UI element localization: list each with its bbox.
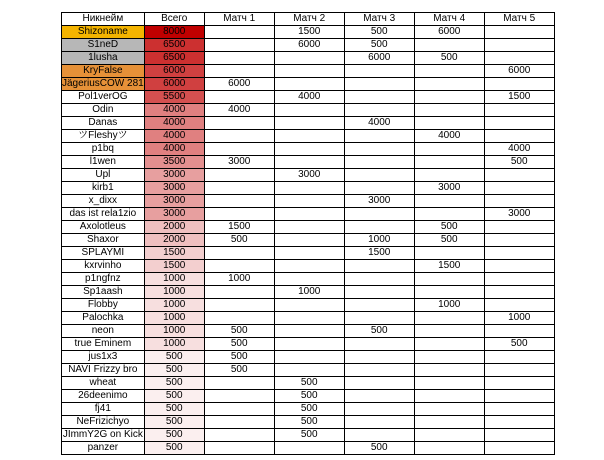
nickname-cell[interactable]: jus1x3: [62, 351, 145, 364]
nickname-cell[interactable]: KryFalse: [62, 65, 145, 78]
match-5-cell[interactable]: [484, 130, 554, 143]
match-4-cell[interactable]: [414, 104, 484, 117]
match-3-cell[interactable]: 1500: [344, 247, 414, 260]
match-5-cell[interactable]: [484, 299, 554, 312]
match-5-cell[interactable]: [484, 169, 554, 182]
nickname-cell[interactable]: 1lusha: [62, 52, 145, 65]
table-row: [62, 91, 555, 104]
nickname-cell[interactable]: Palochka: [62, 312, 145, 325]
match-2-cell[interactable]: 6000: [274, 39, 344, 52]
match-4-cell[interactable]: 6000: [414, 26, 484, 39]
match-2-cell[interactable]: [274, 117, 344, 130]
match-2-cell[interactable]: [274, 247, 344, 260]
match-2-cell[interactable]: 500: [274, 377, 344, 390]
match-4-cell[interactable]: [414, 169, 484, 182]
match-1-cell[interactable]: [204, 169, 274, 182]
nickname-cell[interactable]: Shizoname: [62, 26, 145, 39]
total-cell[interactable]: 4000: [144, 130, 204, 143]
table-row: [62, 299, 555, 312]
match-1-cell[interactable]: 500: [204, 338, 274, 351]
total-cell[interactable]: 500: [144, 364, 204, 377]
match-1-cell[interactable]: [204, 260, 274, 273]
nickname-cell[interactable]: NAVI Frizzy bro: [62, 364, 145, 377]
total-cell[interactable]: 3000: [144, 169, 204, 182]
total-cell[interactable]: 1500: [144, 260, 204, 273]
match-4-cell[interactable]: 3000: [414, 182, 484, 195]
match-3-cell[interactable]: [344, 130, 414, 143]
match-3-cell[interactable]: [344, 390, 414, 403]
match-4-cell[interactable]: [414, 286, 484, 299]
header-total[interactable]: Всего: [144, 13, 204, 26]
total-cell[interactable]: 3000: [144, 208, 204, 221]
match-1-cell[interactable]: 6000: [204, 78, 274, 91]
match-2-cell[interactable]: [274, 221, 344, 234]
match-3-cell[interactable]: [344, 208, 414, 221]
match-5-cell[interactable]: 4000: [484, 143, 554, 156]
match-2-cell[interactable]: [274, 299, 344, 312]
table-row: [62, 312, 555, 325]
table-row: [62, 117, 555, 130]
match-2-cell[interactable]: [274, 351, 344, 364]
match-5-cell[interactable]: 1000: [484, 312, 554, 325]
match-1-cell[interactable]: [204, 286, 274, 299]
match-5-cell[interactable]: [484, 260, 554, 273]
nickname-cell[interactable]: SPLAYMI: [62, 247, 145, 260]
table-row: [62, 390, 555, 403]
match-1-cell[interactable]: [204, 390, 274, 403]
table-row: [62, 351, 555, 364]
match-1-cell[interactable]: [204, 312, 274, 325]
match-3-cell[interactable]: 1000: [344, 234, 414, 247]
table-row: [62, 143, 555, 156]
match-2-cell[interactable]: 1000: [274, 286, 344, 299]
total-cell[interactable]: 4000: [144, 104, 204, 117]
total-cell[interactable]: 2000: [144, 221, 204, 234]
match-5-cell[interactable]: [484, 117, 554, 130]
match-3-cell[interactable]: [344, 286, 414, 299]
table-row: [62, 169, 555, 182]
match-2-cell[interactable]: 1500: [274, 26, 344, 39]
leaderboard-table: [61, 12, 555, 455]
table-row: [62, 156, 555, 169]
table-row: [62, 182, 555, 195]
match-5-cell[interactable]: [484, 78, 554, 91]
nickname-cell[interactable]: Odin: [62, 104, 145, 117]
match-2-cell[interactable]: [274, 78, 344, 91]
table-row: [62, 26, 555, 39]
match-1-cell[interactable]: [204, 416, 274, 429]
nickname-cell[interactable]: Upl: [62, 169, 145, 182]
match-3-cell[interactable]: [344, 338, 414, 351]
total-cell[interactable]: 4000: [144, 117, 204, 130]
match-5-cell[interactable]: [484, 377, 554, 390]
table-row: [62, 429, 555, 442]
match-2-cell[interactable]: 3000: [274, 169, 344, 182]
match-5-cell[interactable]: [484, 26, 554, 39]
match-2-cell[interactable]: [274, 52, 344, 65]
match-5-cell[interactable]: [484, 221, 554, 234]
match-1-cell[interactable]: [204, 429, 274, 442]
match-3-cell[interactable]: [344, 351, 414, 364]
nickname-cell[interactable]: true Eminem: [62, 338, 145, 351]
match-3-cell[interactable]: [344, 403, 414, 416]
total-cell[interactable]: 1000: [144, 312, 204, 325]
total-cell[interactable]: 500: [144, 390, 204, 403]
match-4-cell[interactable]: [414, 442, 484, 455]
nickname-cell[interactable]: Pol1verOG: [62, 91, 145, 104]
match-2-cell[interactable]: 500: [274, 390, 344, 403]
table-row: [62, 364, 555, 377]
match-1-cell[interactable]: [204, 130, 274, 143]
match-2-cell[interactable]: [274, 338, 344, 351]
table-row: [62, 65, 555, 78]
match-3-cell[interactable]: [344, 182, 414, 195]
match-5-cell[interactable]: [484, 104, 554, 117]
match-2-cell[interactable]: 500: [274, 429, 344, 442]
table-row: [62, 221, 555, 234]
match-5-cell[interactable]: [484, 351, 554, 364]
match-1-cell[interactable]: [204, 39, 274, 52]
table-row: [62, 195, 555, 208]
nickname-cell[interactable]: ツFleshyツ: [62, 130, 145, 143]
nickname-cell[interactable]: Sp1aash: [62, 286, 145, 299]
match-5-cell[interactable]: 500: [484, 338, 554, 351]
match-2-cell[interactable]: [274, 312, 344, 325]
total-cell[interactable]: 500: [144, 351, 204, 364]
match-1-cell[interactable]: [204, 442, 274, 455]
match-4-cell[interactable]: [414, 143, 484, 156]
table-row: [62, 338, 555, 351]
total-cell[interactable]: 8000: [144, 26, 204, 39]
match-5-cell[interactable]: [484, 195, 554, 208]
match-4-cell[interactable]: [414, 325, 484, 338]
match-1-cell[interactable]: [204, 26, 274, 39]
total-cell[interactable]: 1000: [144, 338, 204, 351]
total-cell[interactable]: 3500: [144, 156, 204, 169]
match-1-cell[interactable]: 500: [204, 234, 274, 247]
nickname-cell[interactable]: S1neD: [62, 39, 145, 52]
match-3-cell[interactable]: [344, 221, 414, 234]
match-4-cell[interactable]: [414, 247, 484, 260]
match-3-cell[interactable]: [344, 91, 414, 104]
total-cell[interactable]: 500: [144, 442, 204, 455]
match-5-cell[interactable]: [484, 52, 554, 65]
match-5-cell[interactable]: [484, 403, 554, 416]
match-4-cell[interactable]: [414, 91, 484, 104]
match-1-cell[interactable]: [204, 143, 274, 156]
match-5-cell[interactable]: [484, 390, 554, 403]
table-row: [62, 377, 555, 390]
match-5-cell[interactable]: [484, 247, 554, 260]
match-2-cell[interactable]: [274, 143, 344, 156]
nickname-cell[interactable]: x_dixx: [62, 195, 145, 208]
match-2-cell[interactable]: [274, 208, 344, 221]
match-3-cell[interactable]: [344, 169, 414, 182]
match-4-cell[interactable]: [414, 78, 484, 91]
match-1-cell[interactable]: 500: [204, 351, 274, 364]
match-3-cell[interactable]: [344, 143, 414, 156]
match-4-cell[interactable]: [414, 403, 484, 416]
header-match-5[interactable]: Матч 5: [484, 13, 554, 26]
match-3-cell[interactable]: [344, 273, 414, 286]
match-5-cell[interactable]: [484, 442, 554, 455]
match-3-cell[interactable]: 500: [344, 442, 414, 455]
total-cell[interactable]: 3000: [144, 182, 204, 195]
nickname-cell[interactable]: p1ngfnz: [62, 273, 145, 286]
nickname-cell[interactable]: Flobby: [62, 299, 145, 312]
total-cell[interactable]: 1000: [144, 273, 204, 286]
match-1-cell[interactable]: 3000: [204, 156, 274, 169]
total-cell[interactable]: 6500: [144, 52, 204, 65]
match-2-cell[interactable]: [274, 65, 344, 78]
match-4-cell[interactable]: 1500: [414, 260, 484, 273]
match-3-cell[interactable]: [344, 65, 414, 78]
match-4-cell[interactable]: [414, 273, 484, 286]
match-4-cell[interactable]: 4000: [414, 130, 484, 143]
match-4-cell[interactable]: 500: [414, 52, 484, 65]
table-row: [62, 208, 555, 221]
header-match-4[interactable]: Матч 4: [414, 13, 484, 26]
match-2-cell[interactable]: [274, 442, 344, 455]
total-cell[interactable]: 1000: [144, 325, 204, 338]
nickname-cell[interactable]: p1bq: [62, 143, 145, 156]
total-cell[interactable]: 500: [144, 377, 204, 390]
total-cell[interactable]: 6500: [144, 39, 204, 52]
match-5-cell[interactable]: [484, 416, 554, 429]
header-row: [62, 13, 555, 26]
match-2-cell[interactable]: [274, 364, 344, 377]
total-cell[interactable]: 500: [144, 416, 204, 429]
match-5-cell[interactable]: 6000: [484, 65, 554, 78]
header-match-2[interactable]: Матч 2: [274, 13, 344, 26]
nickname-cell[interactable]: JImmY2G on Kick: [62, 429, 143, 440]
table-row: [62, 325, 555, 338]
match-5-cell[interactable]: [484, 182, 554, 195]
match-4-cell[interactable]: [414, 429, 484, 442]
nickname-cell[interactable]: wheat: [62, 377, 145, 390]
match-4-cell[interactable]: [414, 390, 484, 403]
match-5-cell[interactable]: [484, 234, 554, 247]
match-1-cell[interactable]: [204, 91, 274, 104]
match-3-cell[interactable]: [344, 377, 414, 390]
match-2-cell[interactable]: [274, 195, 344, 208]
header-nickname[interactable]: Никнейм: [62, 13, 145, 26]
match-5-cell[interactable]: [484, 325, 554, 338]
table-row: [62, 260, 555, 273]
match-4-cell[interactable]: [414, 117, 484, 130]
match-3-cell[interactable]: 500: [344, 325, 414, 338]
table-row: [62, 78, 555, 91]
match-3-cell[interactable]: 500: [344, 26, 414, 39]
match-4-cell[interactable]: [414, 195, 484, 208]
match-1-cell[interactable]: [204, 299, 274, 312]
match-1-cell[interactable]: [204, 117, 274, 130]
match-1-cell[interactable]: [204, 182, 274, 195]
total-cell[interactable]: 5500: [144, 91, 204, 104]
total-cell[interactable]: 4000: [144, 143, 204, 156]
match-1-cell[interactable]: 500: [204, 325, 274, 338]
match-5-cell[interactable]: 1500: [484, 91, 554, 104]
match-2-cell[interactable]: 500: [274, 403, 344, 416]
table-row: [62, 247, 555, 260]
match-5-cell[interactable]: [484, 273, 554, 286]
match-4-cell[interactable]: [414, 416, 484, 429]
match-4-cell[interactable]: [414, 312, 484, 325]
match-2-cell[interactable]: [274, 130, 344, 143]
match-4-cell[interactable]: [414, 156, 484, 169]
match-4-cell[interactable]: 1000: [414, 299, 484, 312]
match-3-cell[interactable]: 3000: [344, 195, 414, 208]
match-1-cell[interactable]: 4000: [204, 104, 274, 117]
nickname-cell[interactable]: panzer: [62, 442, 145, 455]
match-1-cell[interactable]: [204, 247, 274, 260]
match-3-cell[interactable]: [344, 104, 414, 117]
total-cell[interactable]: 500: [144, 429, 204, 442]
match-5-cell[interactable]: [484, 39, 554, 52]
nickname-cell[interactable]: neon: [62, 325, 145, 338]
nickname-cell[interactable]: Axolotleus: [62, 221, 145, 234]
match-3-cell[interactable]: [344, 78, 414, 91]
match-2-cell[interactable]: [274, 273, 344, 286]
match-5-cell[interactable]: [484, 429, 554, 442]
match-3-cell[interactable]: [344, 156, 414, 169]
table-row: [62, 442, 555, 455]
match-1-cell[interactable]: [204, 52, 274, 65]
match-3-cell[interactable]: [344, 416, 414, 429]
table-row: [62, 52, 555, 65]
total-cell[interactable]: 1500: [144, 247, 204, 260]
header-match-3[interactable]: Матч 3: [344, 13, 414, 26]
match-5-cell[interactable]: [484, 364, 554, 377]
match-1-cell[interactable]: 1000: [204, 273, 274, 286]
match-4-cell[interactable]: [414, 364, 484, 377]
table-row: [62, 104, 555, 117]
match-5-cell[interactable]: 500: [484, 156, 554, 169]
match-1-cell[interactable]: [204, 195, 274, 208]
match-5-cell[interactable]: 3000: [484, 208, 554, 221]
total-cell[interactable]: 1000: [144, 299, 204, 312]
nickname-cell[interactable]: kxrvinho: [62, 260, 145, 273]
nickname-cell[interactable]: fj41: [62, 403, 145, 416]
match-4-cell[interactable]: 500: [414, 234, 484, 247]
match-1-cell[interactable]: [204, 403, 274, 416]
table-row: [62, 416, 555, 429]
table-row: [62, 39, 555, 52]
total-cell[interactable]: 1000: [144, 286, 204, 299]
nickname-cell[interactable]: das ist rela1zio: [62, 208, 145, 221]
nickname-cell[interactable]: l1wen: [62, 156, 145, 169]
match-4-cell[interactable]: [414, 377, 484, 390]
match-5-cell[interactable]: [484, 286, 554, 299]
total-cell[interactable]: 500: [144, 403, 204, 416]
table-row: [62, 234, 555, 247]
match-1-cell[interactable]: [204, 377, 274, 390]
match-1-cell[interactable]: 500: [204, 364, 274, 377]
match-2-cell[interactable]: [274, 156, 344, 169]
table-row: [62, 273, 555, 286]
match-2-cell[interactable]: [274, 182, 344, 195]
match-1-cell[interactable]: [204, 208, 274, 221]
total-cell[interactable]: 3000: [144, 195, 204, 208]
header-match-1[interactable]: Матч 1: [204, 13, 274, 26]
match-4-cell[interactable]: [414, 39, 484, 52]
nickname-cell[interactable]: Shaxor: [62, 234, 145, 247]
match-3-cell[interactable]: 500: [344, 39, 414, 52]
match-3-cell[interactable]: 4000: [344, 117, 414, 130]
nickname-cell[interactable]: JägeriusCOW 281: [62, 78, 144, 89]
total-cell[interactable]: 2000: [144, 234, 204, 247]
match-3-cell[interactable]: [344, 364, 414, 377]
nickname-cell[interactable]: NeFrizichyo: [62, 416, 145, 429]
table-row: [62, 403, 555, 416]
table-row: [62, 130, 555, 143]
table-row: [62, 286, 555, 299]
total-cell[interactable]: 6000: [144, 78, 204, 91]
nickname-cell[interactable]: 26deenimo: [62, 390, 145, 403]
match-3-cell[interactable]: 6000: [344, 52, 414, 65]
match-3-cell[interactable]: [344, 260, 414, 273]
match-2-cell[interactable]: [274, 104, 344, 117]
nickname-cell[interactable]: kirb1: [62, 182, 145, 195]
match-4-cell[interactable]: [414, 65, 484, 78]
nickname-cell[interactable]: Danas: [62, 117, 145, 130]
match-3-cell[interactable]: [344, 429, 414, 442]
match-2-cell[interactable]: 500: [274, 416, 344, 429]
match-4-cell[interactable]: [414, 208, 484, 221]
match-3-cell[interactable]: [344, 312, 414, 325]
match-2-cell[interactable]: [274, 325, 344, 338]
match-2-cell[interactable]: 4000: [274, 91, 344, 104]
match-1-cell[interactable]: [204, 65, 274, 78]
match-2-cell[interactable]: [274, 260, 344, 273]
match-4-cell[interactable]: [414, 351, 484, 364]
match-2-cell[interactable]: [274, 234, 344, 247]
total-cell[interactable]: 6000: [144, 65, 204, 78]
match-1-cell[interactable]: 1500: [204, 221, 274, 234]
match-4-cell[interactable]: 500: [414, 221, 484, 234]
match-4-cell[interactable]: [414, 338, 484, 351]
match-3-cell[interactable]: [344, 299, 414, 312]
